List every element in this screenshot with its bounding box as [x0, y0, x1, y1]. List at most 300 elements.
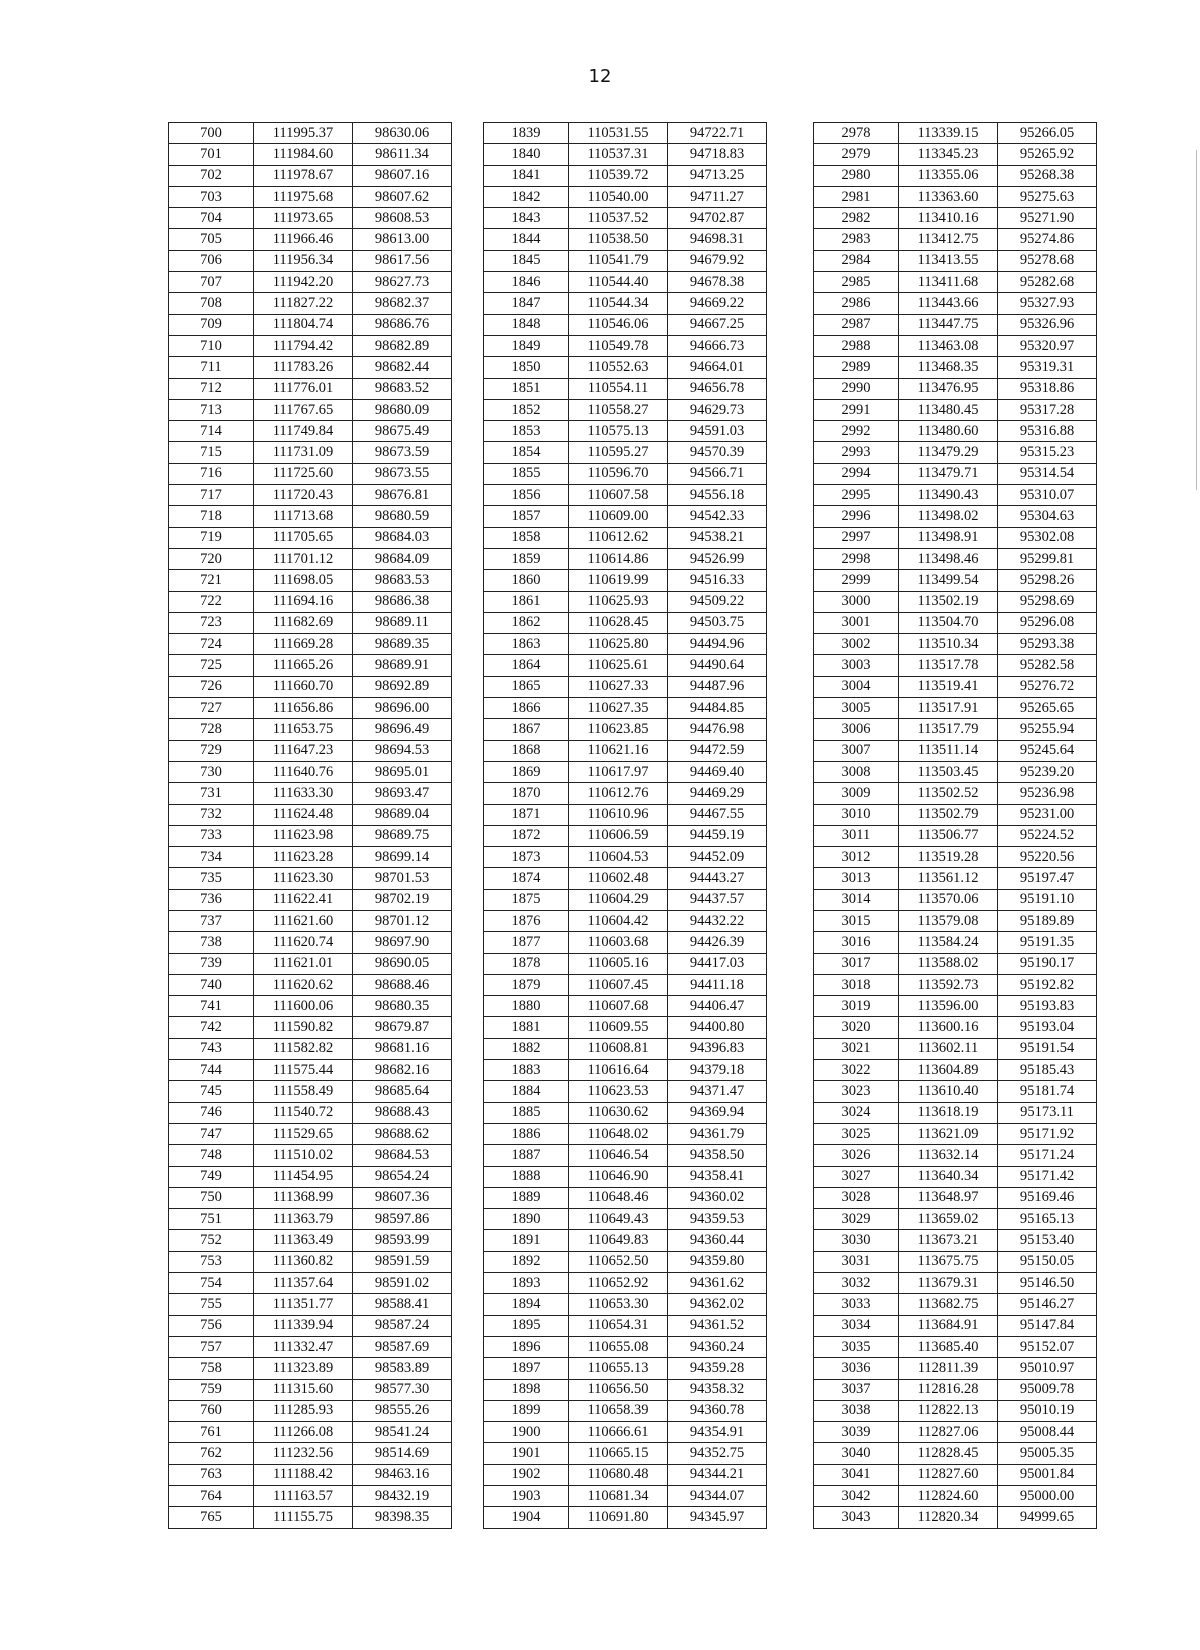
x-coordinate-cell: 110538.50	[569, 229, 668, 250]
y-coordinate-cell: 95192.82	[998, 974, 1097, 995]
table-row	[169, 783, 452, 804]
point-number-cell: 3039	[814, 1422, 899, 1443]
y-coordinate-cell: 95245.64	[998, 740, 1097, 761]
table-row	[169, 421, 452, 442]
point-number-cell: 731	[169, 783, 254, 804]
x-coordinate-cell: 113511.14	[899, 740, 998, 761]
point-number-cell: 1883	[484, 1060, 569, 1081]
point-number-cell: 3041	[814, 1464, 899, 1485]
point-number-cell: 1903	[484, 1486, 569, 1507]
y-coordinate-cell: 94443.27	[668, 868, 767, 889]
x-coordinate-cell: 113345.23	[899, 144, 998, 165]
x-coordinate-cell: 113604.89	[899, 1060, 998, 1081]
x-coordinate-cell: 113648.97	[899, 1187, 998, 1208]
y-coordinate-cell: 95169.46	[998, 1187, 1097, 1208]
table-row	[814, 612, 1097, 633]
x-coordinate-cell: 110606.59	[569, 825, 668, 846]
point-number-cell: 1884	[484, 1081, 569, 1102]
y-coordinate-cell: 94538.21	[668, 527, 767, 548]
point-number-cell: 3010	[814, 804, 899, 825]
x-coordinate-cell: 110575.13	[569, 421, 668, 442]
x-coordinate-cell: 113502.52	[899, 783, 998, 804]
y-coordinate-cell: 98587.69	[353, 1336, 452, 1357]
point-number-cell: 1855	[484, 463, 569, 484]
y-coordinate-cell: 95165.13	[998, 1209, 1097, 1230]
y-coordinate-cell: 95193.04	[998, 1017, 1097, 1038]
x-coordinate-cell: 111624.48	[254, 804, 353, 825]
y-coordinate-cell: 95268.38	[998, 165, 1097, 186]
table-row	[814, 1187, 1097, 1208]
point-number-cell: 719	[169, 527, 254, 548]
y-coordinate-cell: 95190.17	[998, 953, 1097, 974]
x-coordinate-cell: 111749.84	[254, 421, 353, 442]
table-row	[814, 676, 1097, 697]
point-number-cell: 3026	[814, 1145, 899, 1166]
point-number-cell: 763	[169, 1464, 254, 1485]
x-coordinate-cell: 111720.43	[254, 485, 353, 506]
y-coordinate-cell: 94359.53	[668, 1209, 767, 1230]
x-coordinate-cell: 110691.80	[569, 1507, 668, 1528]
point-number-cell: 2980	[814, 165, 899, 186]
y-coordinate-cell: 94360.24	[668, 1336, 767, 1357]
point-number-cell: 1842	[484, 186, 569, 207]
table-row	[169, 1209, 452, 1230]
table-row	[814, 1336, 1097, 1357]
point-number-cell: 3037	[814, 1379, 899, 1400]
point-number-cell: 1864	[484, 655, 569, 676]
x-coordinate-cell: 111776.01	[254, 378, 353, 399]
table-row	[169, 272, 452, 293]
table-row	[814, 974, 1097, 995]
point-number-cell: 2984	[814, 250, 899, 271]
table-row	[484, 1336, 767, 1357]
point-number-cell: 1851	[484, 378, 569, 399]
table-row	[814, 442, 1097, 463]
point-number-cell: 713	[169, 399, 254, 420]
table-row	[484, 165, 767, 186]
table-row	[814, 1273, 1097, 1294]
y-coordinate-cell: 95255.94	[998, 719, 1097, 740]
point-number-cell: 1853	[484, 421, 569, 442]
y-coordinate-cell: 94437.57	[668, 889, 767, 910]
y-coordinate-cell: 94591.03	[668, 421, 767, 442]
table-row	[814, 719, 1097, 740]
table-row	[814, 1145, 1097, 1166]
x-coordinate-cell: 112816.28	[899, 1379, 998, 1400]
x-coordinate-cell: 110531.55	[569, 123, 668, 144]
table-row	[169, 1145, 452, 1166]
point-number-cell: 3018	[814, 974, 899, 995]
y-coordinate-cell: 94678.38	[668, 272, 767, 293]
table-row	[484, 144, 767, 165]
y-coordinate-cell: 95298.69	[998, 591, 1097, 612]
x-coordinate-cell: 111623.28	[254, 847, 353, 868]
x-coordinate-cell: 110625.80	[569, 634, 668, 655]
x-coordinate-cell: 110549.78	[569, 335, 668, 356]
point-number-cell: 708	[169, 293, 254, 314]
y-coordinate-cell: 94472.59	[668, 740, 767, 761]
x-coordinate-cell: 111620.74	[254, 932, 353, 953]
y-coordinate-cell: 94698.31	[668, 229, 767, 250]
x-coordinate-cell: 111713.68	[254, 506, 353, 527]
table-row	[814, 1507, 1097, 1528]
x-coordinate-cell: 112828.45	[899, 1443, 998, 1464]
point-number-cell: 2999	[814, 570, 899, 591]
y-coordinate-cell: 98608.53	[353, 208, 452, 229]
point-number-cell: 701	[169, 144, 254, 165]
point-number-cell: 1897	[484, 1358, 569, 1379]
point-number-cell: 1889	[484, 1187, 569, 1208]
point-number-cell: 730	[169, 761, 254, 782]
y-coordinate-cell: 98690.05	[353, 953, 452, 974]
point-number-cell: 1859	[484, 548, 569, 569]
table-row	[814, 208, 1097, 229]
y-coordinate-cell: 98684.09	[353, 548, 452, 569]
x-coordinate-cell: 111529.65	[254, 1123, 353, 1144]
y-coordinate-cell: 98682.16	[353, 1060, 452, 1081]
point-number-cell: 3005	[814, 698, 899, 719]
table-row	[169, 1187, 452, 1208]
point-number-cell: 1861	[484, 591, 569, 612]
y-coordinate-cell: 95327.93	[998, 293, 1097, 314]
table-row	[484, 783, 767, 804]
y-coordinate-cell: 95318.86	[998, 378, 1097, 399]
y-coordinate-cell: 98689.04	[353, 804, 452, 825]
table-row	[814, 698, 1097, 719]
table-row	[169, 1486, 452, 1507]
point-number-cell: 728	[169, 719, 254, 740]
table-row	[169, 229, 452, 250]
x-coordinate-cell: 113443.66	[899, 293, 998, 314]
point-number-cell: 1863	[484, 634, 569, 655]
table-row	[484, 698, 767, 719]
table-row	[484, 485, 767, 506]
y-coordinate-cell: 95185.43	[998, 1060, 1097, 1081]
table-row	[814, 165, 1097, 186]
x-coordinate-cell: 110552.63	[569, 357, 668, 378]
table-row	[484, 761, 767, 782]
point-number-cell: 3043	[814, 1507, 899, 1528]
table-row	[484, 293, 767, 314]
x-coordinate-cell: 113499.54	[899, 570, 998, 591]
y-coordinate-cell: 95146.50	[998, 1273, 1097, 1294]
point-number-cell: 764	[169, 1486, 254, 1507]
x-coordinate-cell: 113579.08	[899, 910, 998, 931]
x-coordinate-cell: 113632.14	[899, 1145, 998, 1166]
table-row	[814, 1400, 1097, 1421]
x-coordinate-cell: 110614.86	[569, 548, 668, 569]
x-coordinate-cell: 111767.65	[254, 399, 353, 420]
x-coordinate-cell: 110612.76	[569, 783, 668, 804]
y-coordinate-cell: 95271.90	[998, 208, 1097, 229]
table-row	[814, 1422, 1097, 1443]
y-coordinate-cell: 95298.26	[998, 570, 1097, 591]
table-row	[484, 272, 767, 293]
x-coordinate-cell: 111363.49	[254, 1230, 353, 1251]
point-number-cell: 2986	[814, 293, 899, 314]
table-row	[484, 250, 767, 271]
x-coordinate-cell: 111368.99	[254, 1187, 353, 1208]
point-number-cell: 3007	[814, 740, 899, 761]
point-number-cell: 740	[169, 974, 254, 995]
x-coordinate-cell: 113510.34	[899, 634, 998, 655]
y-coordinate-cell: 94713.25	[668, 165, 767, 186]
point-number-cell: 749	[169, 1166, 254, 1187]
y-coordinate-cell: 95239.20	[998, 761, 1097, 782]
point-number-cell: 1862	[484, 612, 569, 633]
point-number-cell: 1881	[484, 1017, 569, 1038]
point-number-cell: 2985	[814, 272, 899, 293]
y-coordinate-cell: 98587.24	[353, 1315, 452, 1336]
table-row	[484, 676, 767, 697]
point-number-cell: 2997	[814, 527, 899, 548]
table-row	[169, 1358, 452, 1379]
table-row	[169, 1038, 452, 1059]
x-coordinate-cell: 113602.11	[899, 1038, 998, 1059]
y-coordinate-cell: 94556.18	[668, 485, 767, 506]
table-row	[169, 506, 452, 527]
table-row	[484, 719, 767, 740]
point-number-cell: 734	[169, 847, 254, 868]
y-coordinate-cell: 95316.88	[998, 421, 1097, 442]
y-coordinate-cell: 94432.22	[668, 910, 767, 931]
x-coordinate-cell: 113498.91	[899, 527, 998, 548]
point-number-cell: 744	[169, 1060, 254, 1081]
x-coordinate-cell: 113584.24	[899, 932, 998, 953]
page-number: 12	[588, 66, 612, 87]
y-coordinate-cell: 98692.89	[353, 676, 452, 697]
point-number-cell: 1892	[484, 1251, 569, 1272]
y-coordinate-cell: 98695.01	[353, 761, 452, 782]
table-row	[814, 1464, 1097, 1485]
y-coordinate-cell: 95010.19	[998, 1400, 1097, 1421]
table-row	[169, 463, 452, 484]
x-coordinate-cell: 111694.16	[254, 591, 353, 612]
y-coordinate-cell: 94406.47	[668, 996, 767, 1017]
y-coordinate-cell: 98398.35	[353, 1507, 452, 1528]
point-number-cell: 715	[169, 442, 254, 463]
y-coordinate-cell: 94711.27	[668, 186, 767, 207]
x-coordinate-cell: 113480.60	[899, 421, 998, 442]
y-coordinate-cell: 94516.33	[668, 570, 767, 591]
x-coordinate-cell: 113517.78	[899, 655, 998, 676]
x-coordinate-cell: 113498.02	[899, 506, 998, 527]
point-number-cell: 1888	[484, 1166, 569, 1187]
table-row	[814, 1443, 1097, 1464]
point-number-cell: 2990	[814, 378, 899, 399]
y-coordinate-cell: 98680.35	[353, 996, 452, 1017]
point-number-cell: 717	[169, 485, 254, 506]
y-coordinate-cell: 95000.00	[998, 1486, 1097, 1507]
x-coordinate-cell: 111783.26	[254, 357, 353, 378]
point-number-cell: 3023	[814, 1081, 899, 1102]
table-row	[484, 1379, 767, 1400]
table-row	[169, 1315, 452, 1336]
point-number-cell: 718	[169, 506, 254, 527]
point-number-cell: 722	[169, 591, 254, 612]
table-row	[814, 1486, 1097, 1507]
point-number-cell: 1857	[484, 506, 569, 527]
y-coordinate-cell: 95147.84	[998, 1315, 1097, 1336]
x-coordinate-cell: 110623.53	[569, 1081, 668, 1102]
y-coordinate-cell: 98683.52	[353, 378, 452, 399]
y-coordinate-cell: 94361.79	[668, 1123, 767, 1144]
y-coordinate-cell: 94669.22	[668, 293, 767, 314]
point-number-cell: 711	[169, 357, 254, 378]
point-number-cell: 1843	[484, 208, 569, 229]
table-row	[484, 378, 767, 399]
point-number-cell: 1896	[484, 1336, 569, 1357]
point-number-cell: 2982	[814, 208, 899, 229]
y-coordinate-cell: 98680.09	[353, 399, 452, 420]
table-row	[814, 847, 1097, 868]
table-row	[814, 804, 1097, 825]
y-coordinate-cell: 98577.30	[353, 1379, 452, 1400]
table-row	[169, 868, 452, 889]
y-coordinate-cell: 98702.19	[353, 889, 452, 910]
table-row	[169, 634, 452, 655]
point-number-cell: 752	[169, 1230, 254, 1251]
x-coordinate-cell: 113600.16	[899, 1017, 998, 1038]
table-row	[484, 527, 767, 548]
table-row	[169, 910, 452, 931]
table-row	[814, 1102, 1097, 1123]
y-coordinate-cell: 94360.02	[668, 1187, 767, 1208]
x-coordinate-cell: 111575.44	[254, 1060, 353, 1081]
table-row	[169, 740, 452, 761]
y-coordinate-cell: 95278.68	[998, 250, 1097, 271]
x-coordinate-cell: 113413.55	[899, 250, 998, 271]
x-coordinate-cell: 111660.70	[254, 676, 353, 697]
x-coordinate-cell: 111647.23	[254, 740, 353, 761]
y-coordinate-cell: 95236.98	[998, 783, 1097, 804]
x-coordinate-cell: 113592.73	[899, 974, 998, 995]
x-coordinate-cell: 110616.64	[569, 1060, 668, 1081]
point-number-cell: 758	[169, 1358, 254, 1379]
table-row	[484, 1443, 767, 1464]
point-number-cell: 748	[169, 1145, 254, 1166]
point-number-cell: 1893	[484, 1273, 569, 1294]
table-row	[814, 1230, 1097, 1251]
y-coordinate-cell: 94484.85	[668, 698, 767, 719]
point-number-cell: 1868	[484, 740, 569, 761]
y-coordinate-cell: 95293.38	[998, 634, 1097, 655]
x-coordinate-cell: 112824.60	[899, 1486, 998, 1507]
y-coordinate-cell: 95152.07	[998, 1336, 1097, 1357]
point-number-cell: 2988	[814, 335, 899, 356]
x-coordinate-cell: 110649.83	[569, 1230, 668, 1251]
table-row	[814, 655, 1097, 676]
table-row	[484, 335, 767, 356]
y-coordinate-cell: 94679.92	[668, 250, 767, 271]
y-coordinate-cell: 94509.22	[668, 591, 767, 612]
point-number-cell: 1848	[484, 314, 569, 335]
x-coordinate-cell: 111973.65	[254, 208, 353, 229]
y-coordinate-cell: 94358.41	[668, 1166, 767, 1187]
y-coordinate-cell: 94360.44	[668, 1230, 767, 1251]
table-row	[169, 335, 452, 356]
y-coordinate-cell: 95224.52	[998, 825, 1097, 846]
x-coordinate-cell: 110656.50	[569, 1379, 668, 1400]
point-number-cell: 3040	[814, 1443, 899, 1464]
point-number-cell: 3036	[814, 1358, 899, 1379]
y-coordinate-cell: 95315.23	[998, 442, 1097, 463]
point-number-cell: 3038	[814, 1400, 899, 1421]
point-number-cell: 3025	[814, 1123, 899, 1144]
y-coordinate-cell: 94344.07	[668, 1486, 767, 1507]
table-row	[169, 570, 452, 591]
point-number-cell: 729	[169, 740, 254, 761]
point-number-cell: 742	[169, 1017, 254, 1038]
table-row	[814, 825, 1097, 846]
y-coordinate-cell: 95010.97	[998, 1358, 1097, 1379]
y-coordinate-cell: 94396.83	[668, 1038, 767, 1059]
x-coordinate-cell: 110655.13	[569, 1358, 668, 1379]
table-row	[484, 1251, 767, 1272]
table-row	[484, 847, 767, 868]
table-row	[484, 1017, 767, 1038]
x-coordinate-cell: 111582.82	[254, 1038, 353, 1059]
point-number-cell: 736	[169, 889, 254, 910]
y-coordinate-cell: 98689.91	[353, 655, 452, 676]
y-coordinate-cell: 94359.28	[668, 1358, 767, 1379]
point-number-cell: 1902	[484, 1464, 569, 1485]
y-coordinate-cell: 95265.92	[998, 144, 1097, 165]
table-row	[814, 932, 1097, 953]
x-coordinate-cell: 110544.40	[569, 272, 668, 293]
x-coordinate-cell: 113684.91	[899, 1315, 998, 1336]
table-row	[814, 421, 1097, 442]
y-coordinate-cell: 94469.29	[668, 783, 767, 804]
point-number-cell: 1885	[484, 1102, 569, 1123]
x-coordinate-cell: 110646.54	[569, 1145, 668, 1166]
table-row	[169, 1273, 452, 1294]
point-number-cell: 1865	[484, 676, 569, 697]
x-coordinate-cell: 111621.01	[254, 953, 353, 974]
y-coordinate-cell: 98685.64	[353, 1081, 452, 1102]
table-row	[814, 783, 1097, 804]
table-row	[814, 1081, 1097, 1102]
table-row	[484, 548, 767, 569]
table-row	[169, 123, 452, 144]
x-coordinate-cell: 113621.09	[899, 1123, 998, 1144]
point-number-cell: 737	[169, 910, 254, 931]
table-row	[814, 399, 1097, 420]
point-number-cell: 2993	[814, 442, 899, 463]
y-coordinate-cell: 94566.71	[668, 463, 767, 484]
y-coordinate-cell: 95319.31	[998, 357, 1097, 378]
point-number-cell: 3014	[814, 889, 899, 910]
x-coordinate-cell: 111942.20	[254, 272, 353, 293]
table-row	[169, 1464, 452, 1485]
x-coordinate-cell: 111653.75	[254, 719, 353, 740]
table-row	[814, 634, 1097, 655]
x-coordinate-cell: 111339.94	[254, 1315, 353, 1336]
x-coordinate-cell: 111623.98	[254, 825, 353, 846]
point-number-cell: 1856	[484, 485, 569, 506]
table-row	[814, 314, 1097, 335]
table-row	[814, 527, 1097, 548]
y-coordinate-cell: 95146.27	[998, 1294, 1097, 1315]
x-coordinate-cell: 111698.05	[254, 570, 353, 591]
y-coordinate-cell: 98686.38	[353, 591, 452, 612]
point-number-cell: 3028	[814, 1187, 899, 1208]
table-row	[814, 293, 1097, 314]
y-coordinate-cell: 98630.06	[353, 123, 452, 144]
table-row	[169, 1422, 452, 1443]
table-row	[484, 1060, 767, 1081]
x-coordinate-cell: 110540.00	[569, 186, 668, 207]
